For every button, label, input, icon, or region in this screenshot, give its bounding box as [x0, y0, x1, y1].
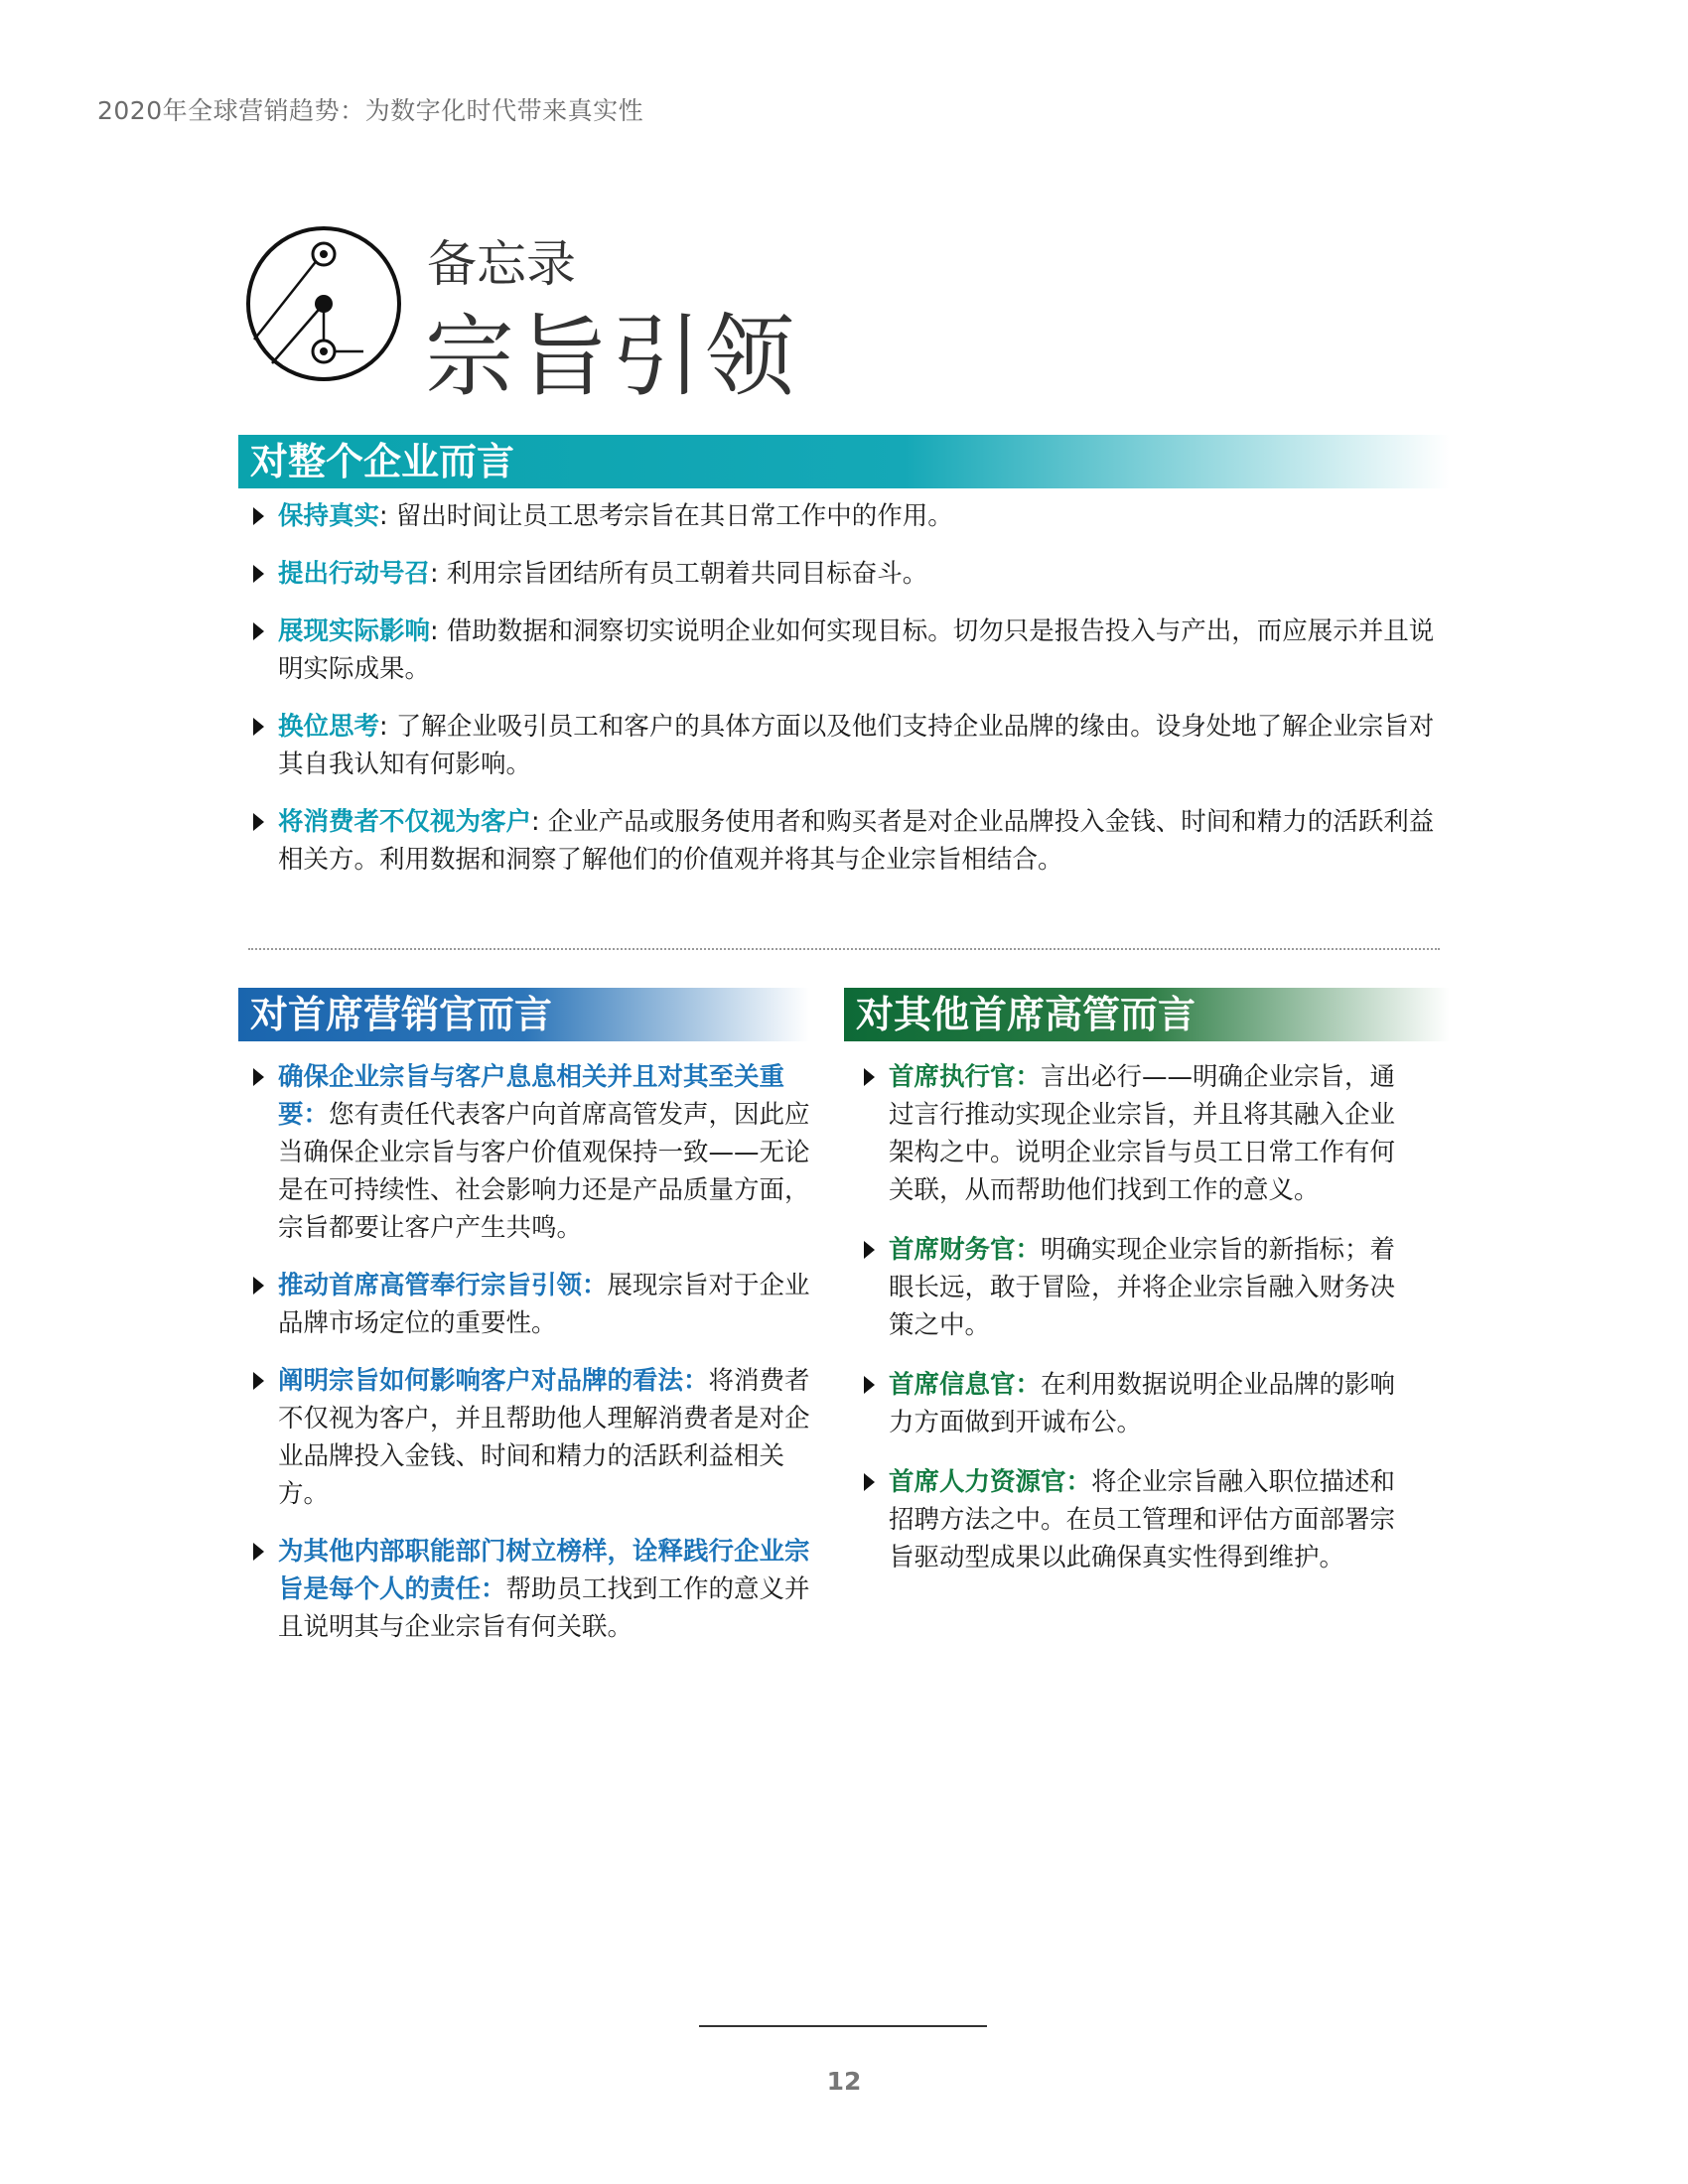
item-text: 帮助员工找到工作的意义并且说明其与企业宗旨有何关联。: [278, 1574, 810, 1642]
item-lead: 推动首席高管奉行宗旨引领：: [278, 1271, 608, 1300]
dotted-divider: [248, 948, 1440, 950]
bullet-triangle-icon: [253, 718, 264, 736]
item-text: 言出必行——明确企业宗旨，通过言行推动实现企业宗旨，并且将其融入企业架构之中。说明企业宗旨与员工日常工作有何关联，从而帮助他们找到工作的意义。: [889, 1062, 1396, 1205]
list-item: [248, 1533, 826, 1646]
memo-target-icon: [244, 224, 403, 383]
list-item: [859, 1058, 1415, 1209]
section-heading-executives: 对其他首席高管而言: [844, 988, 1450, 1041]
section-heading-enterprise: 对整个企业而言: [238, 435, 1450, 488]
item-lead: 换位思考: [278, 712, 380, 742]
item-text: 将企业宗旨融入职位描述和招聘方法之中。在员工管理和评估方面部署宗旨驱动型成果以此确保真实性得到维护。: [889, 1467, 1396, 1572]
bullet-triangle-icon: [253, 622, 264, 640]
list-item: [859, 1366, 1415, 1441]
item-lead: 首席财务官：: [889, 1235, 1042, 1265]
list-item: [248, 708, 1440, 783]
item-text: : 借助数据和洞察切实说明企业如何实现目标。切勿只是报告投入与产出，而应展示并且说明实际成果。: [278, 616, 1435, 684]
bullet-triangle-icon: [253, 565, 264, 583]
item-lead: 首席人力资源官：: [889, 1467, 1092, 1497]
bullet-triangle-icon: [864, 1241, 875, 1259]
cmo-list: [248, 1058, 826, 1666]
item-lead: 确保企业宗旨与客户息息相关并且对其至关重要：: [278, 1062, 785, 1130]
enterprise-list: [248, 497, 1440, 898]
running-header: 2020年全球营销趋势：为数字化时代带来真实性: [97, 96, 644, 125]
item-text: 展现宗旨对于企业品牌市场定位的重要性。: [278, 1271, 810, 1338]
item-lead: 首席信息官：: [889, 1370, 1042, 1400]
item-lead: 保持真实: [278, 501, 380, 531]
item-text: 您有责任代表客户向首席高管发声，因此应当确保企业宗旨与客户价值观保持一致——无论是在可持续性、社会影响力还是产品质量方面，宗旨都要让客户产生共鸣。: [278, 1100, 810, 1243]
list-item: [859, 1463, 1415, 1576]
list-item: [248, 613, 1440, 688]
bullet-triangle-icon: [864, 1473, 875, 1491]
item-text: 在利用数据说明企业品牌的影响力方面做到开诚布公。: [889, 1370, 1396, 1437]
bullet-triangle-icon: [253, 1372, 264, 1390]
item-text: : 企业产品或服务使用者和购买者是对企业品牌投入金钱、时间和精力的活跃利益相关方。利用数据和洞察了解他们的价值观并将其与企业宗旨相结合。: [278, 807, 1435, 875]
item-text: 将消费者不仅视为客户，并且帮助他人理解消费者是对企业品牌投入金钱、时间和精力的活跃利益相关方。: [278, 1366, 810, 1509]
bullet-triangle-icon: [253, 507, 264, 525]
item-lead: 展现实际影响: [278, 616, 431, 646]
list-item: [248, 497, 1440, 535]
page-number: 12: [826, 2067, 862, 2096]
bullet-triangle-icon: [253, 1277, 264, 1295]
bullet-triangle-icon: [864, 1376, 875, 1394]
bullet-triangle-icon: [253, 813, 264, 831]
item-lead: 提出行动号召: [278, 559, 431, 589]
footer-rule: [699, 2025, 987, 2027]
item-text: : 利用宗旨团结所有员工朝着共同目标奋斗。: [430, 559, 928, 589]
list-item: [248, 555, 1440, 593]
memo-kicker: 备忘录: [427, 235, 576, 293]
item-lead: 将消费者不仅视为客户: [278, 807, 532, 837]
item-lead: 首席执行官：: [889, 1062, 1042, 1092]
bullet-triangle-icon: [253, 1068, 264, 1086]
memo-title: 宗旨引领: [425, 305, 798, 409]
list-item: [248, 1362, 826, 1513]
item-lead: 为其他内部职能部门树立榜样，诠释践行企业宗旨是每个人的责任：: [278, 1537, 810, 1604]
list-item: [248, 1267, 826, 1342]
section-heading-cmo: 对首席营销官而言: [238, 988, 809, 1041]
bullet-triangle-icon: [864, 1068, 875, 1086]
executives-list: [859, 1058, 1415, 1598]
list-item: [248, 1058, 826, 1247]
item-text: : 留出时间让员工思考宗旨在其日常工作中的作用。: [379, 501, 953, 531]
list-item: [859, 1231, 1415, 1344]
bullet-triangle-icon: [253, 1543, 264, 1561]
item-text: : 了解企业吸引员工和客户的具体方面以及他们支持企业品牌的缘由。设身处地了解企业宗旨对其自我认知有何影响。: [278, 712, 1435, 779]
list-item: [248, 803, 1440, 879]
item-text: 明确实现企业宗旨的新指标；着眼长远，敢于冒险，并将企业宗旨融入财务决策之中。: [889, 1235, 1396, 1340]
item-lead: 阐明宗旨如何影响客户对品牌的看法：: [278, 1366, 709, 1396]
